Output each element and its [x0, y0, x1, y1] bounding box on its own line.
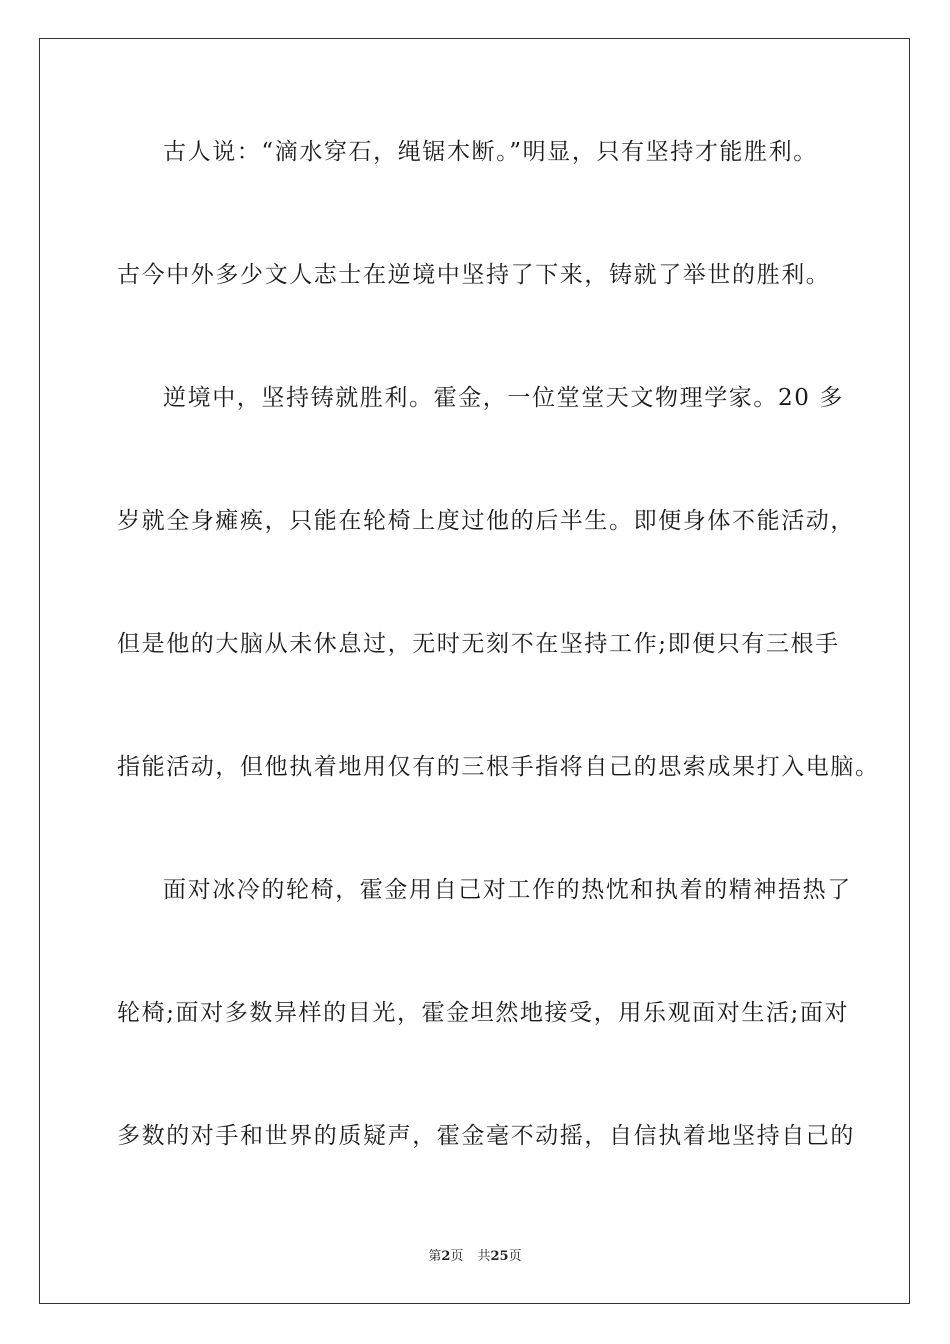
- footer-page-number: 2: [441, 1249, 451, 1264]
- paragraph-line-2: 古今中外多少文人志士在逆境中坚持了下来，铸就了举世的胜利。: [117, 262, 831, 288]
- page-footer: [0, 1245, 950, 1264]
- paragraph-line-1: 古人说：“滴水穿石，绳锯木断。”明显，只有坚持才能胜利。: [163, 139, 818, 165]
- footer-total-suffix: 页: [508, 1249, 522, 1264]
- footer-total-pages: 25: [490, 1249, 509, 1264]
- paragraph-line-5: 但是他的大脑从未休息过，无时无刻不在坚持工作;即便只有三根手: [117, 631, 840, 657]
- paragraph-line-9: 多数的对手和世界的质疑声，霍金毫不动摇，自信执着地坚持自己的: [117, 1123, 855, 1149]
- paragraph-line-3: 逆境中，坚持铸就胜利。霍金，一位堂堂天文物理学家。20 多: [163, 385, 844, 411]
- paragraph-line-4: 岁就全身瘫痪，只能在轮椅上度过他的后半生。即便身体不能活动，: [117, 508, 855, 534]
- paragraph-line-8: 轮椅;面对多数异样的目光，霍金坦然地接受，用乐观面对生活;面对: [117, 1000, 850, 1026]
- footer-page-prefix: 第: [428, 1249, 442, 1264]
- paragraph-line-6: 指能活动，但他执着地用仅有的三根手指将自己的思索成果打入电脑。: [117, 754, 880, 780]
- page-frame: [39, 38, 910, 1304]
- footer-total-prefix: 共: [477, 1249, 491, 1264]
- footer-page-suffix: 页: [450, 1249, 464, 1264]
- paragraph-line-7: 面对冰冷的轮椅，霍金用自己对工作的热忱和执着的精神捂热了: [163, 877, 852, 903]
